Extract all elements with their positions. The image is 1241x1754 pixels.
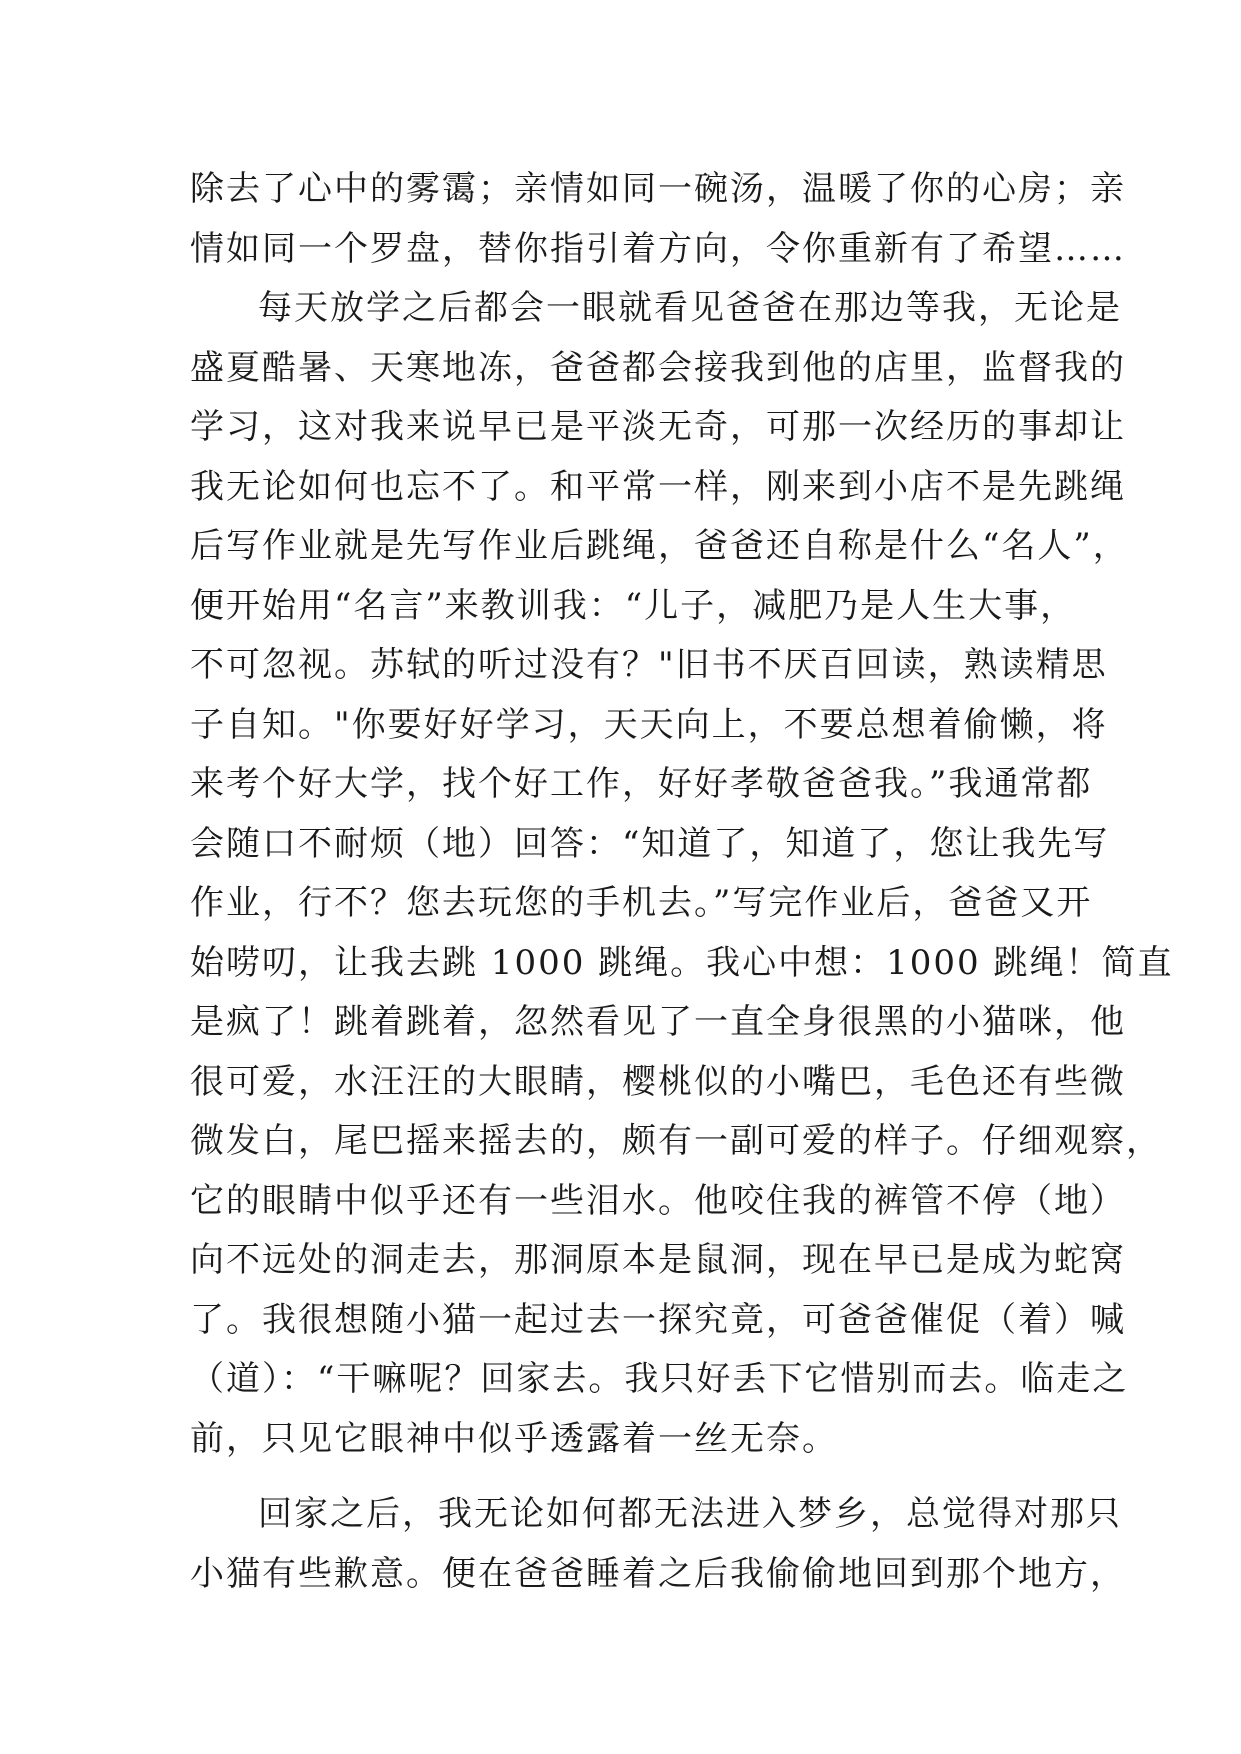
- text-line: 前，只见它眼神中似乎透露着一丝无奈。: [190, 1418, 838, 1459]
- paragraph-2: [190, 279, 1174, 1469]
- text-line: 我无论如何也忘不了。和平常一样，刚来到小店不是先跳绳: [190, 466, 1126, 507]
- text-line: 情如同一个罗盘，替你指引着方向，令你重新有了希望……: [190, 228, 1126, 269]
- text-line: 子自知。"你要好好学习，天天向上，不要总想着偷懒，将: [190, 704, 1108, 745]
- paragraph-gap: [190, 1469, 1060, 1485]
- text-line: 微发白，尾巴摇来摇去的，颇有一副可爱的样子。仔细观察，: [190, 1121, 1162, 1161]
- text-line: 后写作业就是先写作业后跳绳，爸爸还自称是什么“名人”，: [190, 526, 1129, 566]
- paragraph-1: [190, 160, 1126, 279]
- document-body: [190, 160, 1174, 1604]
- text-line: 不可忽视。苏轼的听过没有？"旧书不厌百回读，熟读精思: [190, 645, 1108, 685]
- text-line: 盛夏酷暑、天寒地冻，爸爸都会接我到他的店里，监督我的: [190, 347, 1126, 388]
- text-line: 便开始用“名言”来教训我：“儿子，减肥乃是人生大事，: [190, 585, 1077, 626]
- paragraph-3: [190, 1485, 1126, 1604]
- text-line: 它的眼睛中似乎还有一些泪水。他咬住我的裤管不停（地）: [190, 1180, 1126, 1221]
- text-line: 学习，这对我来说早已是平淡无奇，可那一次经历的事却让: [190, 407, 1126, 447]
- text-line: 小猫有些歉意。便在爸爸睡着之后我偷偷地回到那个地方，: [190, 1553, 1126, 1594]
- text-line: 除去了心中的雾霭；亲情如同一碗汤，温暖了你的心房；亲: [190, 169, 1126, 209]
- text-line: 回家之后，我无论如何都无法进入梦乡，总觉得对那只: [258, 1494, 1122, 1534]
- text-line: 每天放学之后都会一眼就看见爸爸在那边等我，无论是: [258, 288, 1122, 328]
- text-line: 作业，行不？您去玩您的手机去。”写完作业后，爸爸又开: [190, 883, 1093, 923]
- text-line: 很可爱，水汪汪的大眼睛，樱桃似的小嘴巴，毛色还有些微: [190, 1061, 1126, 1102]
- text-line: 向不远处的洞走去，那洞原本是鼠洞，现在早已是成为蛇窝: [190, 1240, 1126, 1280]
- text-line: （道）：“干嘛呢？回家去。我只好丢下它惜别而去。临走之: [190, 1359, 1129, 1399]
- text-line: 会随口不耐烦（地）回答：“知道了，知道了，您让我先写: [190, 823, 1110, 864]
- text-line: 了。我很想随小猫一起过去一探究竟，可爸爸催促（着）喊: [190, 1299, 1126, 1340]
- text-line: 来考个好大学，找个好工作，好好孝敬爸爸我。”我通常都: [190, 764, 1093, 804]
- text-line: 是疯了！跳着跳着，忽然看见了一直全身很黑的小猫咪，他: [190, 1002, 1126, 1042]
- text-line: 始唠叨，让我去跳 1000 跳绳。我心中想：1000 跳绳！简直: [190, 942, 1174, 983]
